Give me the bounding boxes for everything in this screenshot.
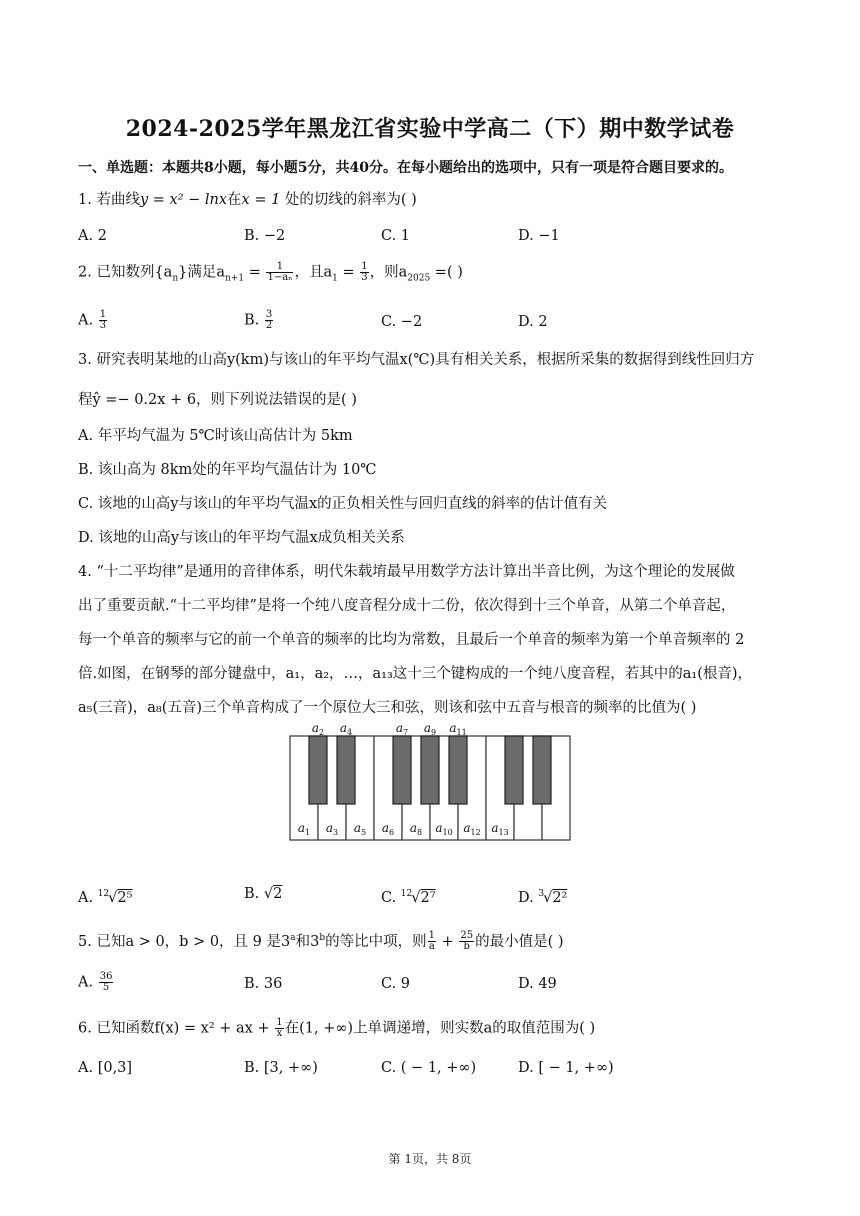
q1-text-a: 1. 若曲线 xyxy=(78,192,140,208)
q3-line-1: 3. 研究表明某地的山高y(km)与该山的年平均气温x(℃)具有相关关系，根据所采集的数据得到线性回归方 xyxy=(78,352,755,368)
q3-option-c: C. 该地的山高y与该山的年平均气温x的正负相关性与回归直线的斜率的估计值有关 xyxy=(78,496,608,512)
q6-f-num: 1 xyxy=(276,1017,283,1028)
q4-line-2: 出了重要贡献.“十二平均律”是将一个纯八度音程分成十二份，依次得到十三个单音，从第二个单音起， xyxy=(78,598,736,614)
key-label: $a_3$ xyxy=(325,821,339,837)
key-label: $a_{13}$ xyxy=(491,821,509,837)
q5-f2-den: b xyxy=(463,941,470,953)
q4-opt-a-radicand: 2⁵ xyxy=(117,890,133,906)
q4-line-3: 每一个单音的频率与它的前一个单音的频率的比均为常数，且最后一个单音的频率为第一个单音频率的 2 xyxy=(78,632,745,648)
q5-plus: + xyxy=(436,933,459,950)
q4-opt-d-index: 3 xyxy=(538,889,545,899)
q6-option-b: B. [3, +∞) xyxy=(244,1060,318,1076)
q4-option-c xyxy=(381,884,436,908)
q2-sub-n1: n+1 xyxy=(225,273,245,284)
key-label: $a_8$ xyxy=(409,821,423,837)
q2-opt-a-frac xyxy=(99,310,107,331)
question-5 xyxy=(78,928,564,952)
q4-option-a xyxy=(78,884,132,908)
page-title: 2024-2025学年黑龙江省实验中学高二（下）期中数学试卷 xyxy=(125,116,735,142)
q6-fraction xyxy=(275,1018,283,1039)
q6-f-den: x xyxy=(276,1028,283,1039)
q5-f1-den: a xyxy=(428,941,435,953)
black-key xyxy=(533,736,551,804)
q2-frac2-den: 3 xyxy=(361,272,368,283)
q6-option-d: D. [ − 1, +∞) xyxy=(518,1060,614,1076)
q5-option-a xyxy=(78,972,114,993)
q2-option-d: D. 2 xyxy=(518,314,548,330)
q2-sub-n: n xyxy=(172,273,179,284)
q2-text-a: 2. 已知数列{a xyxy=(78,264,173,281)
q5-text-c: 的等比中项，则 xyxy=(325,933,427,950)
q2-opt-a-num: 1 xyxy=(99,309,107,320)
q4-line-5: a₅(三音)，a₈(五音)三个单音构成了一个原位大三和弦，则该和弦中五音与根音的频率的比值为( ) xyxy=(78,700,697,716)
key-label: $a_2$ xyxy=(311,721,325,737)
q5-opt-a-frac xyxy=(99,972,114,993)
q4-opt-b-label: B. xyxy=(244,886,264,902)
q2-opt-b-num: 3 xyxy=(265,309,273,320)
q2-frac-den: 1−aₙ xyxy=(267,272,293,283)
q1-option-a: A. 2 xyxy=(78,228,107,244)
q4-opt-c-index: 12 xyxy=(400,889,413,899)
q5-opt-a-den: 5 xyxy=(102,982,110,993)
q4-opt-a-index: 12 xyxy=(97,889,110,899)
q4-opt-c-radicand: 2⁷ xyxy=(420,890,436,906)
q2-fraction-2 xyxy=(360,262,368,283)
q2-option-a xyxy=(78,310,108,331)
q3-option-d: D. 该地的山高y与该山的年平均气温x成负相关关系 xyxy=(78,530,405,546)
question-1 xyxy=(78,190,417,210)
q2-sub-2025: 2025 xyxy=(407,273,431,284)
question-6 xyxy=(78,1018,595,1039)
q4-line-4: 倍.如图，在钢琴的部分键盘中，a₁，a₂，…，a₁₃这十三个键构成的一个纯八度音程，若其中的a₁(根音)， xyxy=(78,666,753,682)
key-label: $a_{12}$ xyxy=(463,821,481,837)
radical-icon: √ xyxy=(411,890,421,906)
q5-opt-a-label: A. xyxy=(78,974,98,991)
q4-opt-d-radicand: 2² xyxy=(552,890,568,906)
q4-option-b xyxy=(244,884,282,904)
q1-option-d: D. −1 xyxy=(518,228,560,244)
q2-opt-b-frac xyxy=(265,310,273,331)
key-label: $a_{10}$ xyxy=(435,821,453,837)
black-key xyxy=(505,736,523,804)
q2-option-c: C. −2 xyxy=(381,314,423,330)
black-key xyxy=(421,736,439,804)
q2-text-c: ，且a xyxy=(294,264,333,281)
q2-sub-1: 1 xyxy=(332,273,338,284)
q5-opt-a-num: 36 xyxy=(99,971,113,982)
q4-opt-a-label: A. xyxy=(78,890,98,906)
key-label: $a_1$ xyxy=(297,821,311,837)
q5-f2-num: 25 xyxy=(460,930,474,942)
q2-opt-b-label: B. xyxy=(244,312,264,329)
question-2 xyxy=(78,262,463,288)
q2-text-d: ，则a xyxy=(369,264,408,281)
q5-option-c: C. 9 xyxy=(381,976,411,992)
black-key xyxy=(309,736,327,804)
q5-fraction-2 xyxy=(459,931,474,952)
q5-sup-a: a xyxy=(290,933,296,943)
q2-text-e: =( ) xyxy=(430,264,463,281)
q5-text-b: 和3 xyxy=(295,933,320,950)
q6-option-a: A. [0,3] xyxy=(78,1060,133,1076)
black-key xyxy=(449,736,467,804)
q2-opt-b-den: 2 xyxy=(265,320,273,331)
black-key xyxy=(337,736,355,804)
radical-icon: √ xyxy=(263,886,274,902)
q6-option-c: C. ( − 1, +∞) xyxy=(381,1060,477,1076)
q4-option-d xyxy=(518,884,567,908)
q4-opt-b-radicand: 2 xyxy=(273,886,283,902)
q5-fraction-1 xyxy=(428,931,436,952)
q1-x-eq: x = 1 xyxy=(241,192,281,208)
q2-frac2-num: 1 xyxy=(361,261,368,272)
key-label: $a_{11}$ xyxy=(449,721,467,737)
page-footer: 第 1页，共 8页 xyxy=(388,1152,472,1166)
piano-keyboard-figure xyxy=(288,718,572,842)
q2-opt-a-den: 3 xyxy=(99,320,107,331)
radical-icon: √ xyxy=(108,890,118,906)
key-label: $a_4$ xyxy=(339,721,353,737)
q5-text-a: 5. 已知a > 0，b > 0，且 9 是3 xyxy=(78,933,291,950)
key-label: $a_7$ xyxy=(395,721,409,737)
q2-frac-num: 1 xyxy=(266,262,293,273)
q1-option-c: C. 1 xyxy=(381,228,411,244)
q6-text-a: 6. 已知函数f(x) = x² + ax + xyxy=(78,1020,275,1037)
q5-text-d: 的最小值是( ) xyxy=(475,933,564,950)
q4-line-1: 4. “十二平均律”是通用的音律体系，明代朱载堉最早用数学方法计算出半音比例，为这个理论的发展做 xyxy=(78,564,735,580)
q2-opt-a-label: A. xyxy=(78,312,98,329)
q5-f1-num: 1 xyxy=(428,930,435,942)
q3-option-a: A. 年平均气温为 5℃时该山高估计为 5km xyxy=(78,428,353,444)
q2-eq: = xyxy=(244,264,266,281)
q2-text-b: }满足a xyxy=(178,264,225,281)
q3-line-2: 程ŷ =− 0.2x + 6，则下列说法错误的是( ) xyxy=(78,392,357,408)
q1-text-c: 处的切线的斜率为( ) xyxy=(280,192,417,208)
q5-option-b: B. 36 xyxy=(244,976,283,992)
black-key xyxy=(393,736,411,804)
key-label: $a_6$ xyxy=(381,821,395,837)
q2-fraction xyxy=(266,262,293,283)
key-label: $a_9$ xyxy=(423,721,437,737)
q1-expr: y = x² − lnx xyxy=(139,192,228,208)
q1-option-b: B. −2 xyxy=(244,228,286,244)
q4-opt-d-label: D. xyxy=(518,890,539,906)
q2-eq2: = xyxy=(337,264,360,281)
q5-option-d: D. 49 xyxy=(518,976,557,992)
key-label: $a_5$ xyxy=(353,821,367,837)
q6-text-b: 在(1, +∞)上单调递增，则实数a的取值范围为( ) xyxy=(284,1020,596,1037)
q1-text-b: 在 xyxy=(227,192,242,208)
q4-opt-c-label: C. xyxy=(381,890,401,906)
radical-icon: √ xyxy=(543,890,553,906)
q3-option-b: B. 该山高为 8km处的年平均气温估计为 10℃ xyxy=(78,462,377,478)
q2-option-b xyxy=(244,310,274,331)
q5-sup-b: b xyxy=(319,933,326,943)
section-heading: 一、单选题：本题共8小题，每小题5分，共40分。在每小题给出的选项中，只有一项是符合题目要求的。 xyxy=(78,160,733,176)
